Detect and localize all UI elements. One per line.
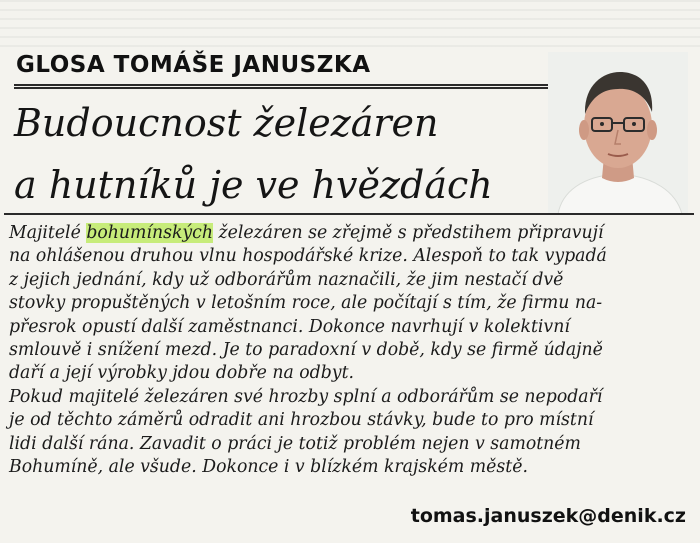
body-text-segment: železáren se zřejmě s předstihem připravují <box>213 223 604 243</box>
author-photo <box>548 52 688 214</box>
body-text-segment: přesrok opustí další zaměstnanci. Dokonce navrhují v kolektivní <box>9 316 570 337</box>
body-text-segment: Pokud majitelé železáren své hrozby splní a odborářům se nepodaří <box>9 386 603 407</box>
kicker-row <box>14 50 589 86</box>
author-email: tomas.januszek@denik.cz <box>410 505 686 527</box>
body-line <box>9 409 693 432</box>
body-line <box>9 316 693 339</box>
body-text-segment: na ohlášenou druhou vlnu hospodářské krize. Alespoň to tak vypadá <box>9 246 607 267</box>
headline-line-2: a hutníků je ve hvězdách <box>14 163 493 207</box>
body-text-segment: smlouvě i snížení mezd. Je to paradoxní v době, kdy se firmě údajně <box>9 340 603 361</box>
body-text-segment: stovky propuštěných v letošním roce, ale počítají s tím, že firmu na- <box>9 293 603 314</box>
body-text-segment: Majitelé <box>9 223 87 243</box>
page-show-through <box>0 0 700 48</box>
headline-line-1: Budoucnost železáren <box>14 101 439 145</box>
body-line <box>9 222 693 245</box>
column-kicker: GLOSA TOMÁŠE JANUSZKA <box>16 52 371 78</box>
body-text-segment: z jejich jednání, kdy už odborářům naznačili, že jim nestačí dvě <box>9 269 564 290</box>
body-line <box>9 292 693 315</box>
body-text-segment: je od těchto záměrů odradit ani hrozbou stávky, bude to pro místní <box>9 410 594 431</box>
article-body <box>9 222 693 479</box>
body-line <box>9 362 693 385</box>
body-line <box>9 386 693 409</box>
body-text-segment: Bohumíně, ale všude. Dokonce i v blízkém krajském městě. <box>9 457 528 478</box>
body-line <box>9 339 693 362</box>
headline-bottom-rule <box>4 213 694 215</box>
body-text-segment: lidi další rána. Zavadit o práci je totiž problém nejen v samotném <box>9 433 581 454</box>
top-rule <box>14 87 589 89</box>
body-text-segment: daří a její výrobky jdou dobře na odbyt. <box>9 363 355 384</box>
body-line <box>9 433 693 456</box>
headline <box>14 92 554 216</box>
body-line <box>9 269 693 292</box>
body-line <box>9 456 693 479</box>
highlighted-word: bohumínských <box>86 223 213 243</box>
body-line <box>9 245 693 268</box>
